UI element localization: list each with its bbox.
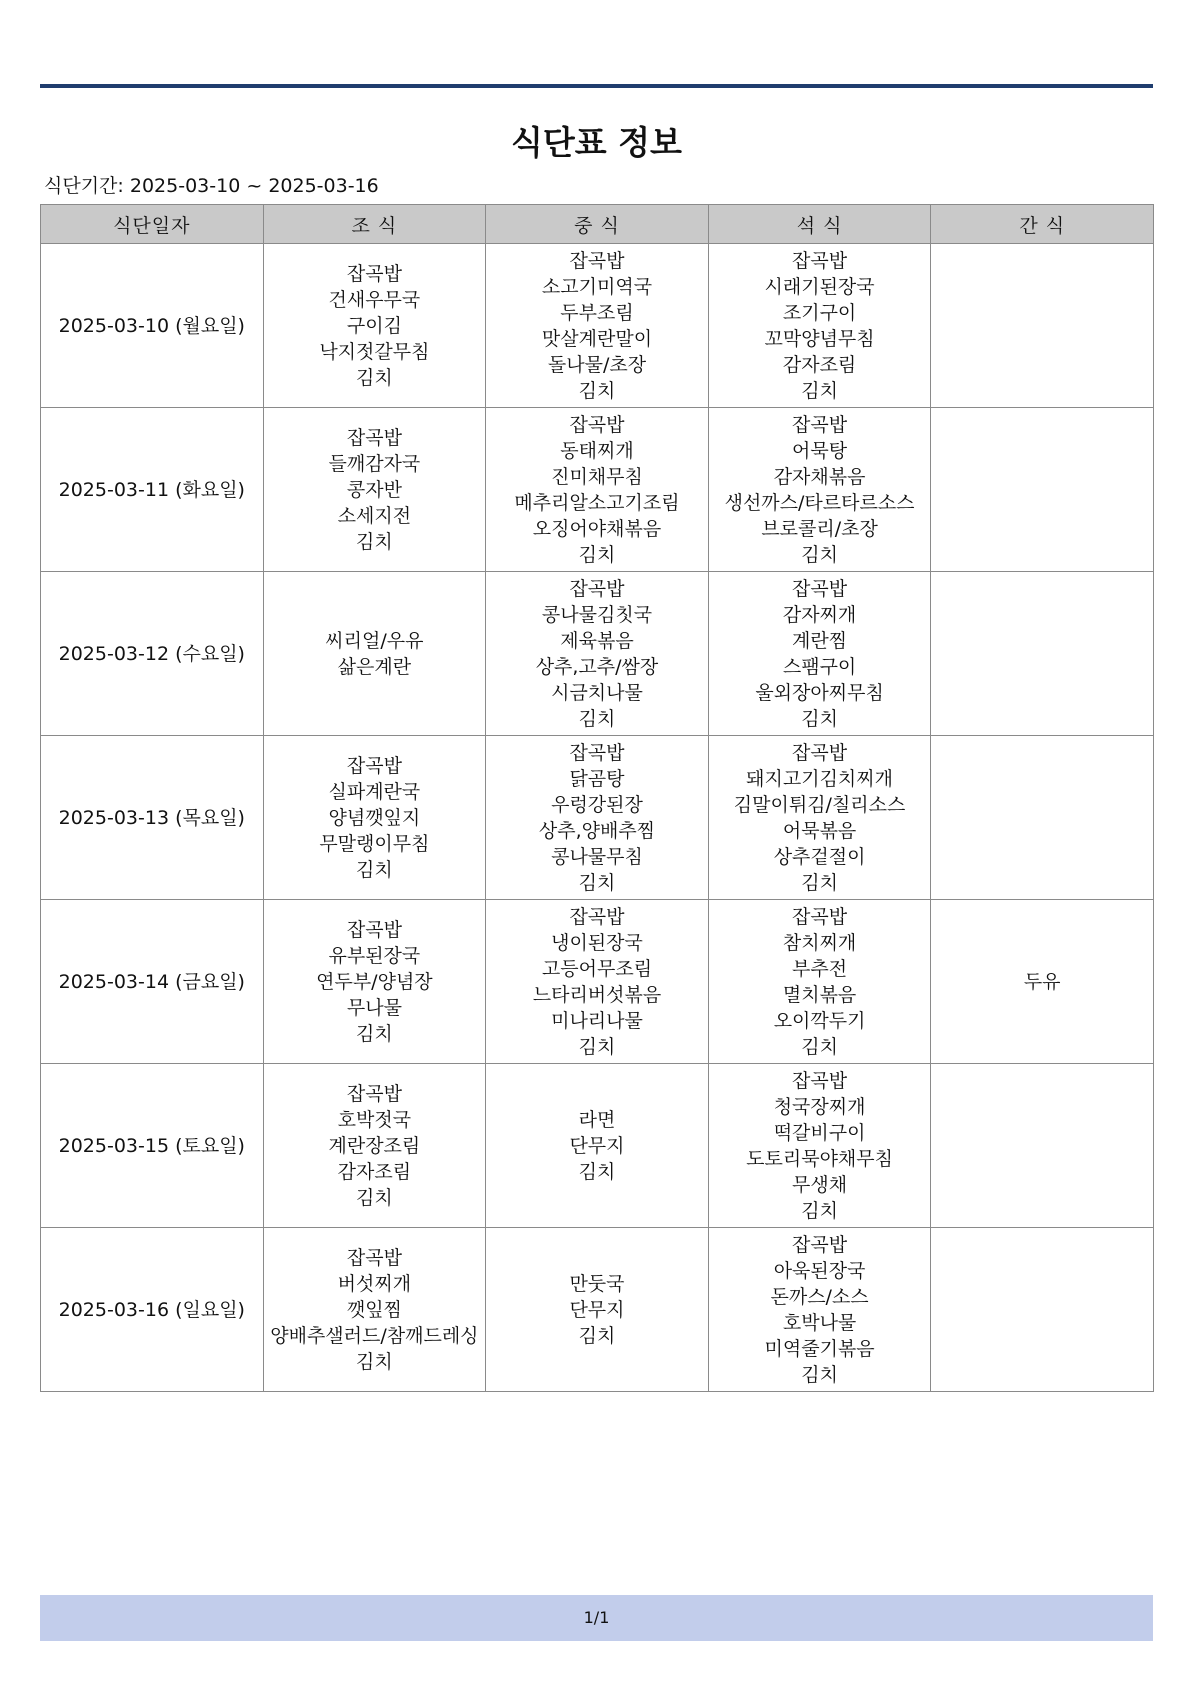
meal-period-separator: ~ [246,175,263,197]
column-header-lunch: 중 식 [486,205,709,244]
dish-item: 어묵탕 [792,439,848,462]
lunch-cell [486,1228,709,1392]
dish-item: 잡곡밥 [346,262,402,285]
dinner-cell [708,244,931,408]
dish-item: 상추,양배추찜 [538,819,656,842]
snack-cell [931,736,1154,900]
dish-item: 낙지젓갈무침 [319,340,430,363]
dish-item: 김치 [801,707,838,730]
dish-item: 아욱된장국 [773,1259,866,1282]
breakfast-cell [263,736,486,900]
dish-item: 어묵볶음 [782,819,857,842]
dish-item: 잡곡밥 [346,918,402,941]
dish-item: 김치 [356,1186,393,1209]
dish-item: 씨리얼/우유 [325,629,424,652]
column-header-snack: 간 식 [931,205,1154,244]
dish-item: 두유 [1023,970,1061,993]
dish-item: 소세지전 [337,504,412,527]
dish-item: 두부조림 [560,301,634,324]
dish-item: 김치 [578,1035,616,1058]
dish-item: 콩나물김칫국 [541,603,653,626]
dish-item: 고등어무조림 [541,957,653,980]
dish-item: 오징어야채볶음 [532,517,662,540]
dish-item: 잡곡밥 [346,754,402,777]
dish-item: 오이깍두기 [773,1009,866,1032]
table-row [41,408,1154,572]
dinner-cell [708,408,931,572]
dish-item: 건새우무국 [328,288,421,311]
dish-item: 우렁강된장 [551,793,643,816]
dish-item: 계란찜 [792,629,848,652]
dish-item: 메추리알소고기조림 [514,491,680,514]
snack-cell [931,408,1154,572]
breakfast-cell [263,1228,486,1392]
column-header-date: 식단일자 [41,205,264,244]
snack-cell [931,900,1154,1064]
dish-item: 잡곡밥 [569,741,625,764]
dish-item: 떡갈비구이 [773,1121,866,1144]
dish-item: 미나리나물 [551,1009,643,1032]
dish-item: 김치 [356,1350,393,1373]
breakfast-cell [263,1064,486,1228]
meal-date-cell: 2025-03-12 (수요일) [41,572,264,736]
dinner-cell [708,572,931,736]
dish-item: 김치 [801,379,838,402]
dish-item: 깻잎찜 [346,1298,402,1321]
snack-cell [931,1228,1154,1392]
dish-item: 꼬막양념무침 [764,327,875,350]
page-indicator: 1/1 [583,1608,610,1627]
dish-item: 미역줄기볶음 [764,1337,875,1360]
dish-item: 연두부/양념장 [316,970,433,993]
lunch-cell [486,736,709,900]
dish-item: 김치 [578,379,616,402]
dish-item: 참치찌개 [782,931,857,954]
dish-item: 김치 [801,543,838,566]
dish-item: 구이김 [346,314,402,337]
dish-item: 돈까스/소스 [770,1285,869,1308]
table-row [41,572,1154,736]
table-row [41,1064,1154,1228]
dish-item: 버섯찌개 [337,1272,412,1295]
dish-item: 무생채 [792,1173,848,1196]
dish-item: 김치 [356,366,393,389]
page-footer [40,1595,1153,1641]
dish-item: 김치 [801,1035,838,1058]
dish-item: 돌나물/초장 [547,353,647,376]
dish-item: 김치 [356,1022,393,1045]
dish-item: 조기구이 [782,301,857,324]
meal-date-cell: 2025-03-16 (일요일) [41,1228,264,1392]
dish-item: 김치 [356,530,393,553]
dish-item: 멸치볶음 [782,983,857,1006]
dish-item: 잡곡밥 [792,1069,848,1092]
dish-item: 진미채무침 [551,465,643,488]
dish-item: 호박젓국 [337,1108,412,1131]
breakfast-cell [263,900,486,1064]
dish-item: 감자채볶음 [773,465,866,488]
dish-item: 잡곡밥 [792,905,848,928]
table-row [41,900,1154,1064]
column-header-breakfast: 조 식 [263,205,486,244]
dish-item: 잡곡밥 [792,577,848,600]
dish-item: 잡곡밥 [569,577,625,600]
dish-item: 김치 [578,543,616,566]
dish-item: 김치 [578,871,616,894]
dish-item: 들깨감자국 [328,452,421,475]
dinner-cell [708,736,931,900]
table-row [41,244,1154,408]
dish-item: 무나물 [346,996,402,1019]
dish-item: 잡곡밥 [346,426,402,449]
dish-item: 생선까스/타르타르소스 [724,491,915,514]
meal-date-cell: 2025-03-13 (목요일) [41,736,264,900]
dish-item: 브로콜리/초장 [761,517,878,540]
table-row [41,736,1154,900]
dish-item: 만둣국 [569,1272,625,1295]
dinner-cell [708,900,931,1064]
dish-item: 소고기미역국 [541,275,653,298]
meal-table-body [41,244,1154,1392]
dish-item: 콩나물무침 [551,845,643,868]
dinner-cell [708,1064,931,1228]
dish-item: 김치 [578,1160,616,1183]
dish-item: 삶은계란 [337,655,412,678]
dish-item: 스팸구이 [782,655,857,678]
dish-item: 유부된장국 [328,944,421,967]
dish-item: 느타리버섯볶음 [532,983,662,1006]
header-rule [40,84,1153,88]
dish-item: 무말랭이무침 [319,832,430,855]
meal-period-end: 2025-03-16 [268,175,379,197]
dish-item: 시금치나물 [551,681,643,704]
dish-item: 제육볶음 [560,629,634,652]
meal-date-cell: 2025-03-14 (금요일) [41,900,264,1064]
dish-item: 단무지 [569,1298,625,1321]
lunch-cell [486,900,709,1064]
dish-item: 실파계란국 [328,780,421,803]
dish-item: 잡곡밥 [792,1233,848,1256]
dish-item: 상추겉절이 [773,845,866,868]
dish-item: 청국장찌개 [773,1095,866,1118]
dish-item: 김치 [578,1324,616,1347]
dish-item: 김치 [801,1199,838,1222]
dish-item: 시래기된장국 [764,275,875,298]
table-row [41,1228,1154,1392]
meal-date-cell: 2025-03-10 (월요일) [41,244,264,408]
meal-date-cell: 2025-03-15 (토요일) [41,1064,264,1228]
dish-item: 감자조림 [337,1160,412,1183]
dish-item: 단무지 [569,1134,625,1157]
dish-item: 맛살계란말이 [541,327,653,350]
dish-item: 잡곡밥 [569,413,625,436]
dish-item: 울외장아찌무침 [755,681,884,704]
meal-date-cell: 2025-03-11 (화요일) [41,408,264,572]
meal-table [40,204,1154,1392]
dish-item: 부추전 [792,957,848,980]
dish-item: 잡곡밥 [569,249,625,272]
dish-item: 잡곡밥 [792,413,848,436]
dish-item: 잡곡밥 [569,905,625,928]
dish-item: 양배추샐러드/참깨드레싱 [270,1324,479,1347]
page-title: 식단표 정보 [511,123,682,162]
dish-item: 김치 [801,1363,838,1386]
dish-item: 잡곡밥 [792,249,848,272]
dish-item: 상추,고추/쌈장 [535,655,659,678]
dish-item: 닭곰탕 [569,767,625,790]
dish-item: 도토리묵야채무침 [746,1147,893,1170]
dish-item: 양념깻잎지 [328,806,421,829]
dish-item: 김치 [801,871,838,894]
lunch-cell [486,244,709,408]
dish-item: 계란장조림 [328,1134,421,1157]
dish-item: 잡곡밥 [346,1246,402,1269]
dish-item: 돼지고기김치찌개 [746,767,893,790]
breakfast-cell [263,244,486,408]
dinner-cell [708,1228,931,1392]
meal-period-start: 2025-03-10 [129,175,241,197]
snack-cell [931,1064,1154,1228]
dish-item: 동태찌개 [560,439,634,462]
dish-item: 잡곡밥 [792,741,848,764]
dish-item: 잡곡밥 [346,1082,402,1105]
dish-item: 라면 [578,1108,616,1131]
dish-item: 김치 [356,858,393,881]
dish-item: 콩자반 [346,478,402,501]
snack-cell [931,244,1154,408]
meal-period-label: 식단기간: [44,175,124,197]
lunch-cell [486,1064,709,1228]
dish-item: 호박나물 [782,1311,857,1334]
dish-item: 김치 [578,707,616,730]
lunch-cell [486,408,709,572]
lunch-cell [486,572,709,736]
dish-item: 냉이된장국 [551,931,643,954]
breakfast-cell [263,408,486,572]
dish-item: 감자조림 [782,353,857,376]
meal-period [44,174,379,198]
dish-item: 김말이튀김/칠리소스 [733,793,906,816]
snack-cell [931,572,1154,736]
column-header-dinner: 석 식 [708,205,931,244]
dish-item: 감자찌개 [782,603,857,626]
breakfast-cell [263,572,486,736]
table-header-row [41,205,1154,244]
